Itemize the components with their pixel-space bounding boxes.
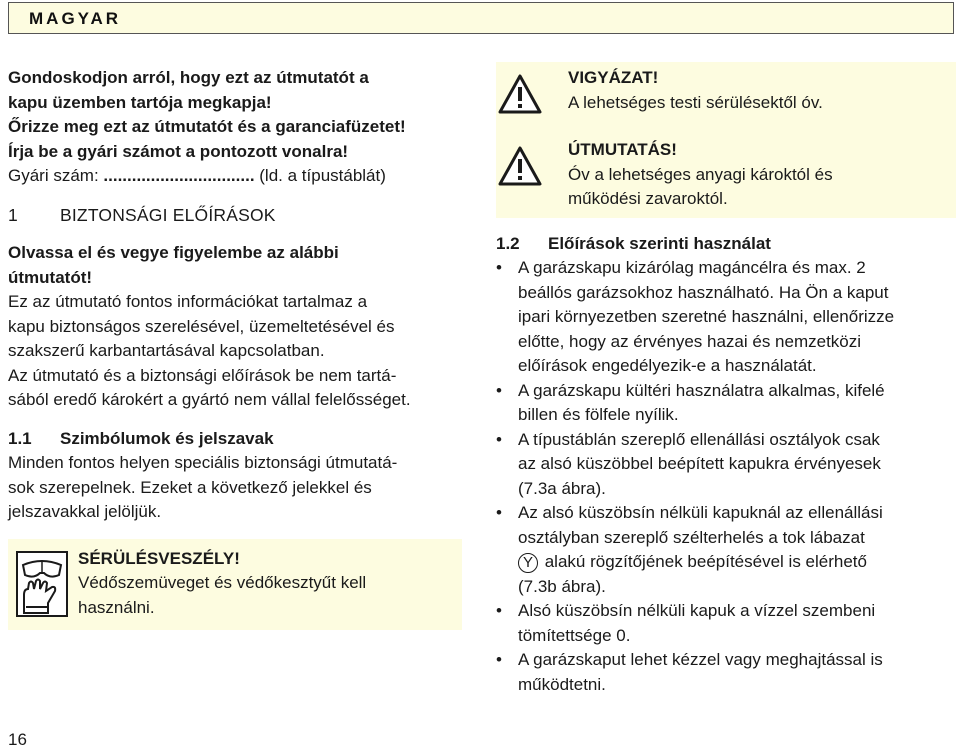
info-line: Óv a lehetséges anyagi károktól és (568, 164, 833, 184)
list-item (496, 599, 956, 648)
attention-line: útmutatót! (8, 267, 93, 287)
intro-line: Gondoskodjon arról, hogy ezt az útmutatót a (8, 68, 369, 87)
bullet-mark: • (496, 601, 502, 620)
list-line: (7.3b ábra). (518, 576, 606, 596)
info-symbol-row (496, 138, 956, 212)
list-line: előtte, hogy az érvényes hazai és nemzetközi (518, 331, 862, 351)
section-title: Szimbólumok és jelszavak (60, 428, 274, 448)
list-line: beállós garázsokhoz használható. Ha Ön a kaput (518, 282, 889, 302)
language-title: MAGYAR (29, 9, 121, 28)
list-line: osztályban szereplő szélterhelés a tok lábazat (518, 527, 865, 547)
list-line: az alsó küszöbbel beépített kapukra érvényesek (518, 454, 881, 473)
serial-hint: (ld. a típustáblát) (254, 166, 386, 185)
info-line: működési zavaroktól. (568, 189, 728, 208)
warning-triangle-icon (498, 146, 542, 186)
body-line: sából eredő károkért a gyártó nem vállal felelősséget. (8, 390, 411, 409)
list-line: ipari környezetben szeretné használni, ellenőrizze (518, 307, 895, 326)
warning-triangle-icon (498, 74, 542, 114)
list-line: (7.3a ábra). (518, 478, 606, 498)
intro-line: kapu üzemben tartója megkapja! (8, 92, 272, 112)
warning-symbols-box (496, 62, 956, 218)
right-column (496, 62, 956, 697)
section-title: BIZTONSÁGI ELŐÍRÁSOK (60, 204, 276, 225)
serial-number-line (8, 164, 460, 189)
notice-line: használni. (78, 597, 155, 617)
left-column (8, 66, 460, 630)
bullet-mark: • (496, 429, 502, 449)
list-line: A típustáblán szereplő ellenállási osztályok csak (518, 429, 880, 449)
bullet-mark: • (496, 258, 502, 277)
y-symbol: Y (518, 553, 538, 573)
section-title: Előírások szerinti használat (548, 233, 771, 253)
info-title: ÚTMUTATÁS! (568, 140, 677, 159)
section-number: 1.2 (496, 233, 520, 253)
body-line: Az útmutató és a biztonsági előírások be nem tartá- (8, 365, 397, 385)
list-line: működtetni. (518, 674, 606, 694)
list-line: Alsó küszöbsín nélküli kapuk a vízzel szembeni (518, 601, 876, 620)
list-item (496, 256, 956, 379)
list-line (518, 550, 883, 575)
serial-label: Gyári szám: (8, 166, 104, 185)
body-line: sok szerepelnek. Ezeket a következő jelekkel és (8, 477, 372, 497)
caution-symbol-row (496, 66, 956, 130)
section-1-2-heading (496, 232, 956, 257)
serial-dots: ................................ (103, 166, 255, 185)
bullet-mark: • (496, 380, 502, 400)
body-line: jelszavakkal jelöljük. (8, 502, 162, 521)
notice-line: Védőszemüveget és védőkesztyűt kell (78, 573, 367, 592)
list-line-rest: alakú rögzítőjének beépítésével is elérhető (540, 552, 867, 571)
intro-line: Írja be a gyári számot a pontozott vonalra! (8, 141, 349, 161)
bullet-mark: • (496, 650, 502, 669)
list-item (496, 379, 956, 428)
list-line: A garázskaput lehet kézzel vagy meghajtással is (518, 650, 883, 669)
bullet-mark: • (496, 503, 502, 522)
list-line: A garázskapu kültéri használatra alkalmas, kifelé (518, 380, 885, 400)
list-item (496, 428, 956, 502)
list-line: billen és fölfele nyílik. (518, 405, 679, 424)
goggles-gloves-icon (16, 551, 68, 617)
caution-line: A lehetséges testi sérülésektől óv. (568, 92, 823, 112)
list-item (496, 648, 956, 697)
page-number: 16 (8, 730, 27, 749)
list-line: tömítettsége 0. (518, 625, 631, 645)
body-line: kapu biztonságos szerelésével, üzemeltetésével és (8, 316, 395, 336)
body-line: Minden fontos helyen speciális biztonsági útmutatá- (8, 453, 398, 472)
language-header (8, 2, 954, 34)
list-line: A garázskapu kizárólag magáncélra és max. 2 (518, 258, 866, 277)
section-1-heading (8, 203, 460, 228)
body-line: szakszerű karbantartásával kapcsolatban. (8, 341, 325, 360)
list-item (496, 501, 956, 599)
intro-line: Őrizze meg ezt az útmutatót és a garanciafüzetet! (8, 117, 406, 136)
section-number: 1.1 (8, 428, 32, 448)
caution-title: VIGYÁZAT! (568, 68, 659, 87)
section-number: 1 (8, 204, 18, 225)
body-line: Ez az útmutató fontos információkat tartalmaz a (8, 292, 368, 311)
section-1-1-heading (8, 427, 460, 452)
notice-title: SÉRÜLÉSVESZÉLY! (78, 548, 240, 568)
list-line: Az alsó küszöbsín nélküli kapuknál az ellenállási (518, 503, 883, 522)
attention-line: Olvassa el és vegye figyelembe az alábbi (8, 243, 339, 262)
injury-danger-notice (8, 539, 462, 631)
list-line: előírások engedélyezik-e a használatát. (518, 356, 817, 375)
